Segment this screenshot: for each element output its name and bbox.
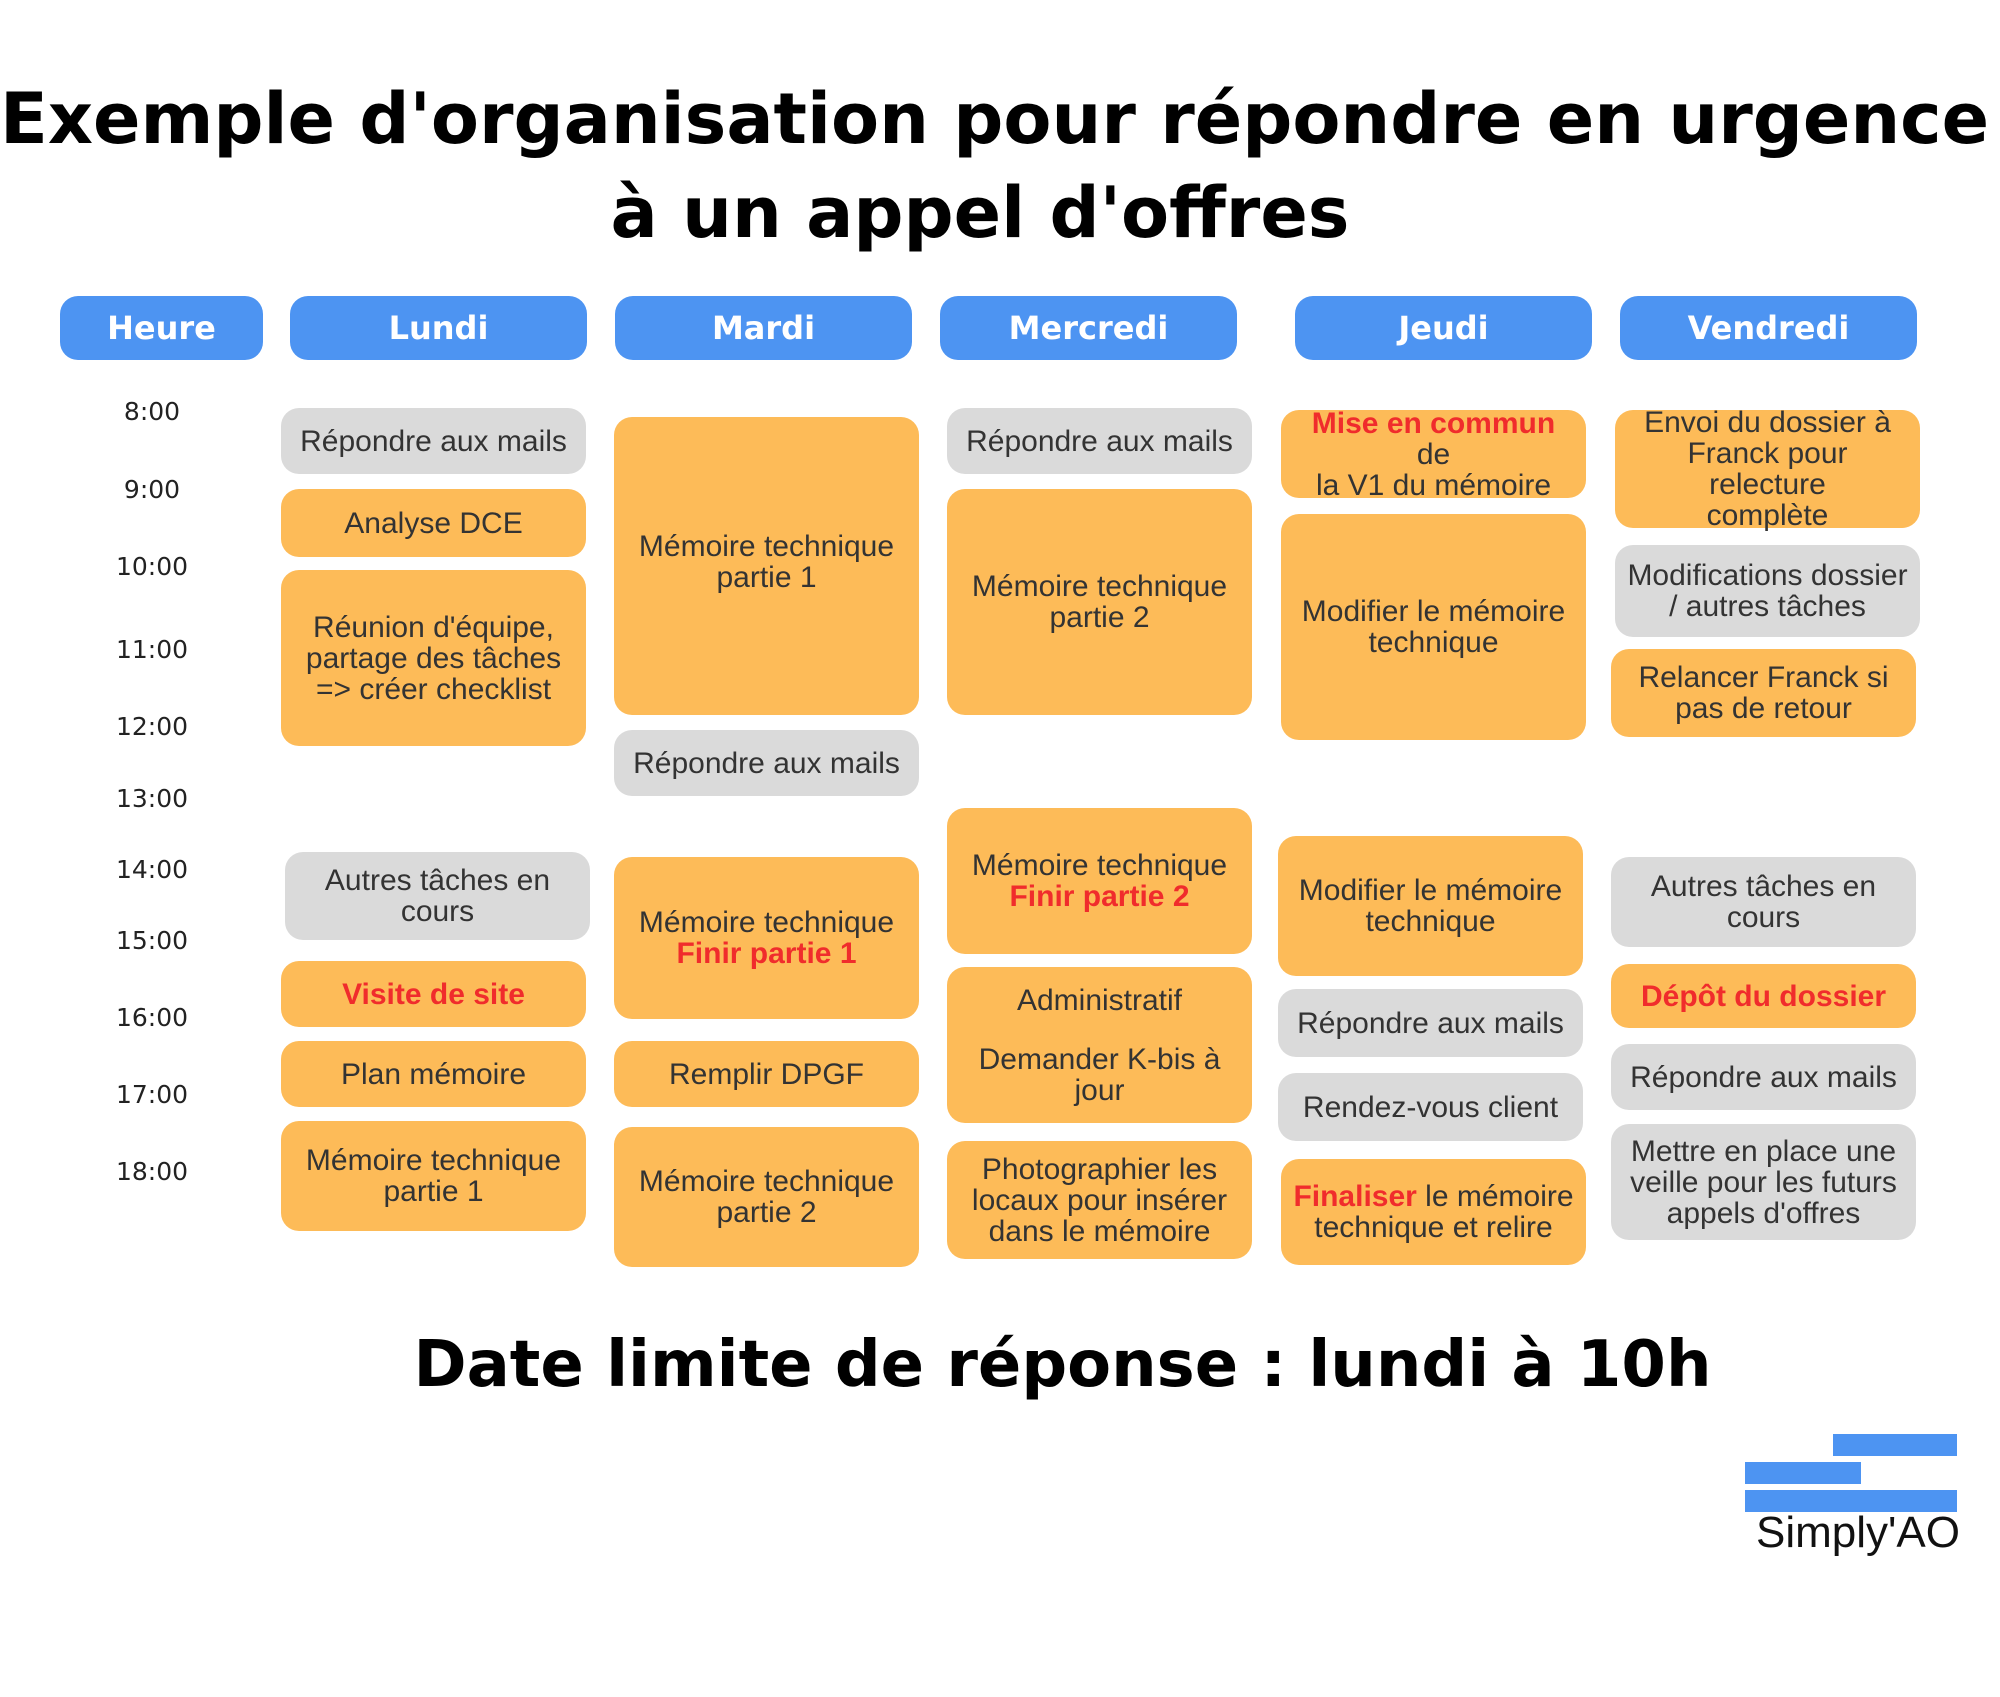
header-jeudi: Jeudi	[1295, 296, 1592, 360]
vendredi-task-relancer	[1611, 649, 1916, 737]
task-text: Autres tâches en	[1650, 870, 1877, 903]
task-text: cours	[1726, 901, 1801, 934]
jeudi-task-finaliser	[1281, 1159, 1586, 1265]
task-text: partie 2	[716, 1196, 817, 1229]
vendredi-task-mails	[1611, 1044, 1916, 1110]
jeudi-task-modifier-2	[1278, 836, 1583, 976]
time-label: 15:00	[115, 926, 189, 955]
time-label: 9:00	[123, 475, 181, 504]
task-text: appels d'offres	[1666, 1196, 1861, 1230]
task-text-highlight: Visite de site	[342, 977, 525, 1011]
task-text: Réunion d'équipe,	[313, 610, 554, 644]
task-text: Modifier le mémoire	[1298, 874, 1563, 907]
task-text: Remplir DPGF	[668, 1057, 864, 1091]
mardi-task-mails	[614, 730, 919, 796]
task-text-line	[1291, 408, 1576, 470]
task-text: pas de retour	[1675, 692, 1852, 725]
task-text-highlight: Finaliser	[1293, 1180, 1417, 1213]
lundi-task-plan	[281, 1041, 586, 1107]
task-text: partie 2	[1049, 601, 1150, 634]
task-text: Modifications dossier	[1627, 559, 1908, 592]
time-label: 17:00	[115, 1080, 189, 1109]
vendredi-task-autres	[1611, 857, 1916, 947]
task-text: cours	[400, 895, 475, 928]
header-vendredi: Vendredi	[1620, 296, 1917, 360]
time-label: 18:00	[115, 1157, 189, 1186]
logo-bar-shape	[1833, 1434, 1957, 1456]
mercredi-task-finir-2	[947, 808, 1252, 954]
time-label: 11:00	[115, 635, 189, 664]
task-text: Autres tâches en	[324, 864, 551, 897]
task-text: Mémoire technique	[638, 906, 895, 939]
task-text: Mémoire technique	[305, 1144, 562, 1177]
task-text: technique	[1368, 626, 1499, 659]
task-text: Répondre aux mails	[633, 746, 900, 780]
task-text: Répondre aux mails	[966, 424, 1233, 458]
deadline-text: Date limite de réponse : lundi à 10h	[413, 1328, 1712, 1402]
lundi-task-mails	[281, 408, 586, 474]
mardi-task-finir-1	[614, 857, 919, 1019]
task-text: => créer checklist	[315, 672, 552, 706]
task-text: complète	[1706, 499, 1829, 532]
title-line-1: Exemple d'organisation pour répondre en urgence	[0, 78, 1990, 160]
task-text: Répondre aux mails	[300, 424, 567, 458]
task-text: Administratif	[1016, 983, 1183, 1017]
task-text: Mémoire technique	[638, 530, 895, 563]
task-text: Rendez-vous client	[1302, 1090, 1559, 1124]
page-title	[0, 72, 1990, 260]
lundi-task-memoire	[281, 1121, 586, 1231]
time-label: 13:00	[115, 784, 189, 813]
task-text: Analyse DCE	[344, 506, 523, 540]
time-label: 12:00	[115, 712, 189, 741]
task-text: Relancer Franck si	[1638, 661, 1889, 694]
lundi-task-visite	[281, 961, 586, 1027]
logo-bar-shape	[1745, 1462, 1861, 1484]
task-text: Modifier le mémoire	[1301, 595, 1566, 628]
mercredi-task-photographier	[947, 1141, 1252, 1259]
task-text: / autres tâches	[1669, 590, 1866, 623]
mercredi-task-memoire-2	[947, 489, 1252, 715]
header-heure: Heure	[60, 296, 263, 360]
vendredi-task-envoi	[1615, 406, 1920, 532]
time-label: 14:00	[115, 855, 189, 884]
task-text: dans le mémoire	[988, 1214, 1211, 1248]
task-text-line	[1293, 1181, 1573, 1212]
vendredi-task-depot	[1611, 964, 1916, 1028]
task-text-highlight: Finir partie 2	[1009, 880, 1190, 913]
vendredi-task-veille	[1611, 1124, 1916, 1240]
task-text: partie 1	[383, 1175, 484, 1208]
task-text: locaux pour insérer	[971, 1183, 1228, 1217]
task-text: de	[1416, 437, 1451, 471]
logo-text: Simply'AO	[1756, 1508, 1960, 1557]
jeudi-task-modifier-1	[1281, 514, 1586, 740]
task-text: Répondre aux mails	[1630, 1060, 1897, 1094]
task-text-highlight: Finir partie 1	[676, 937, 857, 970]
task-text: jour	[1074, 1073, 1125, 1107]
task-text: technique	[1365, 905, 1496, 938]
task-text: Mémoire technique	[971, 570, 1228, 603]
time-label: 8:00	[123, 397, 181, 426]
task-text: Mémoire technique	[638, 1165, 895, 1198]
task-text: Plan mémoire	[340, 1057, 527, 1091]
task-text: partie 1	[716, 561, 817, 594]
mardi-task-memoire-2	[614, 1127, 919, 1267]
header-lundi: Lundi	[290, 296, 587, 360]
task-text: Demander K-bis à	[978, 1042, 1221, 1076]
task-text: Mettre en place une	[1630, 1134, 1897, 1168]
time-label: 10:00	[115, 552, 189, 581]
task-text: veille pour les futurs	[1630, 1165, 1897, 1199]
lundi-task-reunion	[281, 570, 586, 746]
mardi-task-dpgf	[614, 1041, 919, 1107]
lundi-task-autres	[285, 852, 590, 940]
jeudi-task-mise-en-commun	[1281, 406, 1586, 502]
mercredi-task-mails	[947, 408, 1252, 474]
task-text: Répondre aux mails	[1297, 1006, 1564, 1040]
task-text: le mémoire	[1416, 1180, 1574, 1213]
mardi-task-memoire-1	[614, 417, 919, 715]
task-text-highlight: Dépôt du dossier	[1640, 979, 1887, 1013]
task-text: Photographier les	[981, 1152, 1218, 1186]
task-text-highlight: Mise en commun	[1311, 406, 1556, 440]
task-text: Envoi du dossier à	[1644, 406, 1891, 439]
vendredi-task-modifications	[1615, 545, 1920, 637]
jeudi-task-mails	[1278, 989, 1583, 1057]
task-text: technique et relire	[1314, 1211, 1553, 1244]
title-line-2: à un appel d'offres	[610, 172, 1350, 254]
task-text: Franck pour relecture	[1687, 437, 1848, 501]
header-mardi: Mardi	[615, 296, 912, 360]
lundi-task-analyse	[281, 489, 586, 557]
jeudi-task-rendez-vous	[1278, 1073, 1583, 1141]
task-text: Mémoire technique	[971, 849, 1228, 882]
task-text: partage des tâches	[305, 641, 562, 675]
header-mercredi: Mercredi	[940, 296, 1237, 360]
task-text: la V1 du mémoire	[1315, 468, 1552, 502]
time-label: 16:00	[115, 1003, 189, 1032]
mercredi-task-administratif	[947, 967, 1252, 1123]
